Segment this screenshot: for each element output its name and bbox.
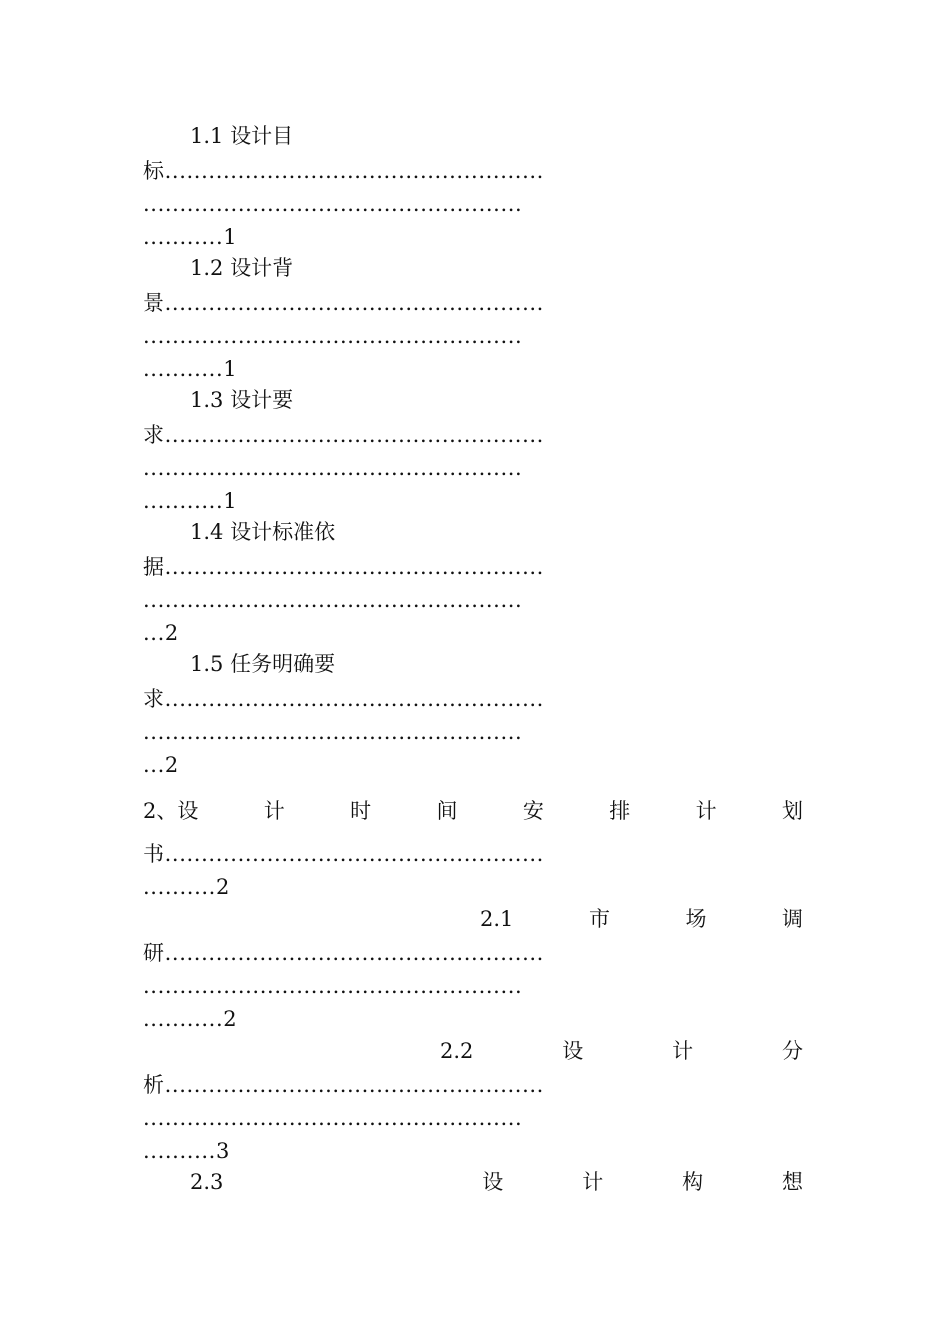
- toc-heading-1-2: 1.2 设计背: [190, 256, 294, 280]
- toc-dot-line: ....................................................: [143, 1106, 523, 1130]
- toc-dot-line: 标....................................................: [143, 159, 544, 183]
- toc-page-number: ...........1: [143, 489, 238, 513]
- toc-page-number: ..........3: [143, 1139, 230, 1163]
- toc-heading-2-2: 2.2 设 计 分: [440, 1039, 803, 1063]
- toc-heading-1-5: 1.5 任务明确要: [190, 652, 336, 676]
- toc-dot-line: 析....................................................: [143, 1073, 544, 1097]
- toc-page-number: ...2: [143, 753, 179, 777]
- toc-page-number: ...........1: [143, 225, 238, 249]
- toc-page-number: ...........2: [143, 1007, 238, 1031]
- toc-page-number: ...........1: [143, 357, 238, 381]
- toc-dot-line: 求....................................................: [143, 423, 544, 447]
- toc-heading-1-3: 1.3 设计要: [190, 388, 294, 412]
- toc-dot-line: 据....................................................: [143, 555, 544, 579]
- toc-dot-line: ....................................................: [143, 974, 523, 998]
- toc-page-number: ..........2: [143, 875, 230, 899]
- toc-dot-line: ....................................................: [143, 588, 523, 612]
- toc-page-number: ...2: [143, 621, 179, 645]
- toc-dot-line: ....................................................: [143, 192, 523, 216]
- toc-dot-line: 研....................................................: [143, 941, 544, 965]
- toc-dot-line: ....................................................: [143, 720, 523, 744]
- toc-heading-2: 2、设 计 时 间 安 排 计 划: [143, 799, 803, 823]
- toc-heading-2-1: 2.1 市 场 调: [480, 907, 803, 931]
- toc-heading-1-1: 1.1 设计目: [190, 124, 294, 148]
- toc-dot-line: ....................................................: [143, 324, 523, 348]
- toc-dot-line: 求....................................................: [143, 687, 544, 711]
- toc-heading-2-3: 2.3 设 计 构 想: [190, 1170, 803, 1194]
- toc-dot-line: ....................................................: [143, 456, 523, 480]
- toc-heading-1-4: 1.4 设计标准依: [190, 520, 336, 544]
- toc-dot-line: 书....................................................: [143, 842, 544, 866]
- toc-dot-line: 景....................................................: [143, 291, 544, 315]
